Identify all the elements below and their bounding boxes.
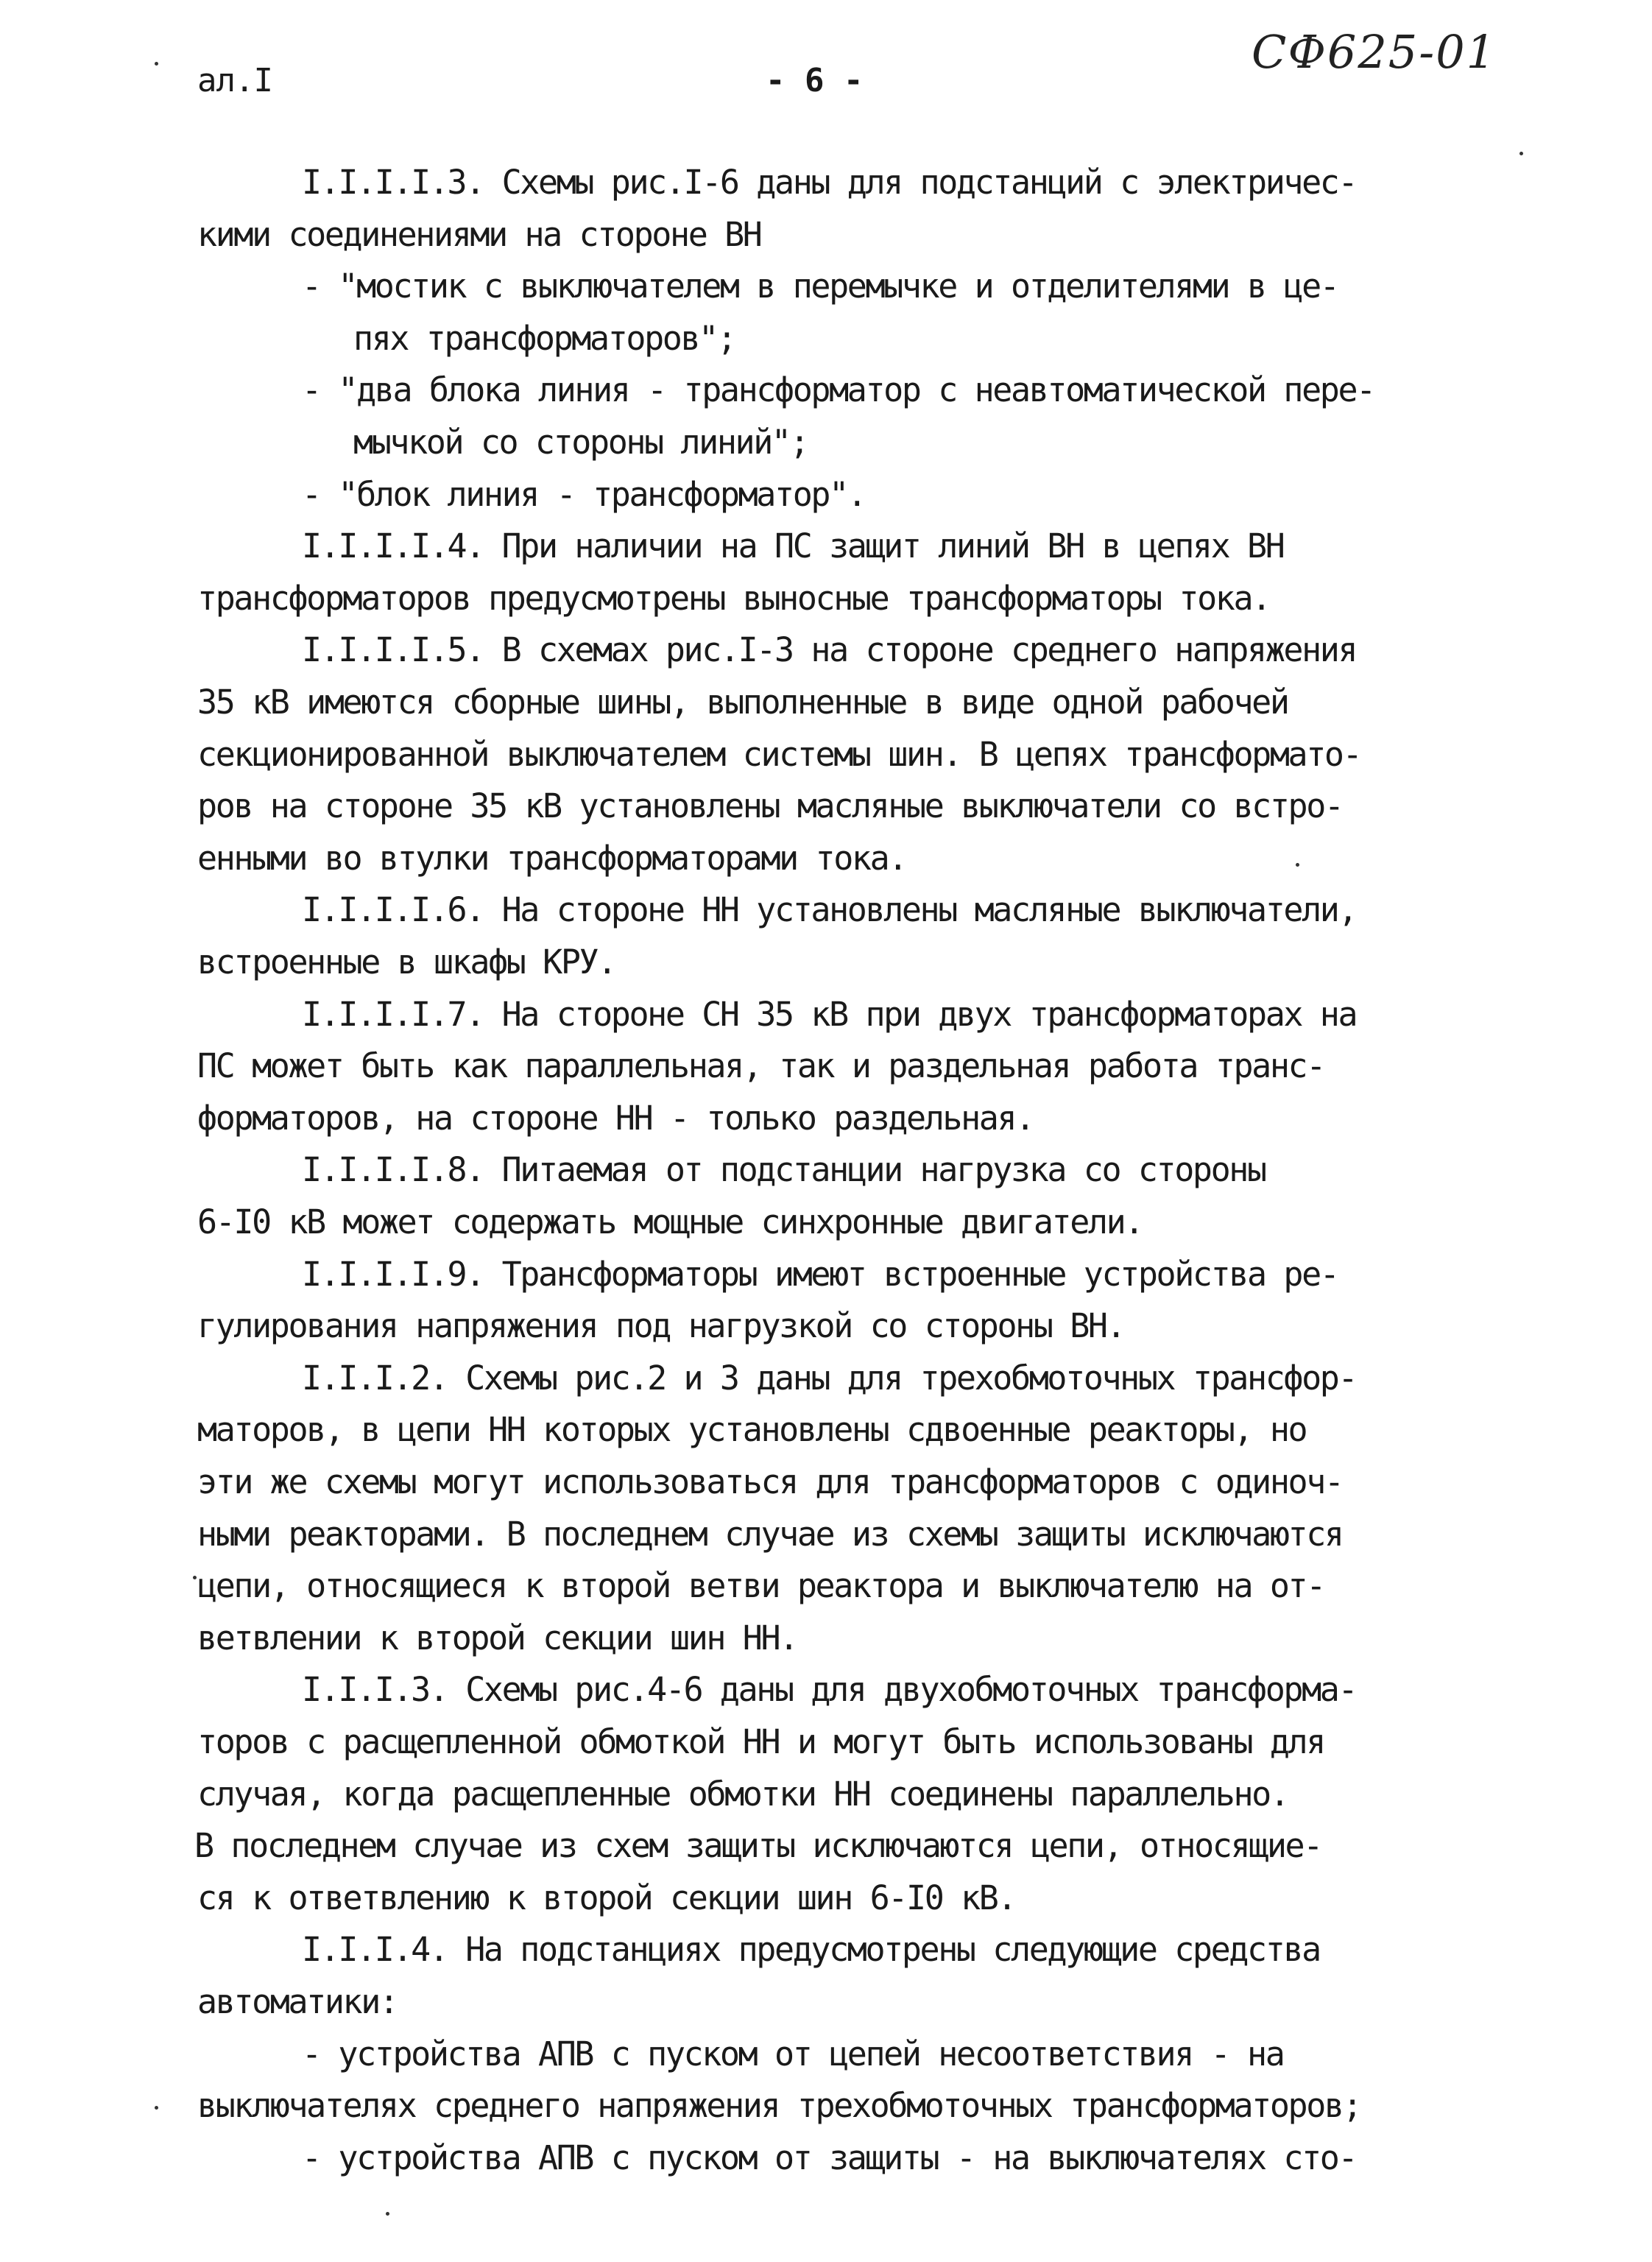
- text-line: ся к ответвлению к второй секции шин 6-I0 кВ.: [197, 1878, 1016, 1917]
- text-line: кими соединениями на стороне ВН: [197, 215, 761, 254]
- text-line: цепи, относящиеся к второй ветви реактора и выключателю на от-: [197, 1566, 1324, 1605]
- text-line: пях трансформаторов";: [353, 319, 735, 358]
- text-line: ПС может быть как параллельная, так и раздельная работа транс-: [197, 1046, 1324, 1085]
- text-line: трансформаторов предусмотрены выносные трансформаторы тока.: [197, 579, 1270, 618]
- text-line: форматоров, на стороне НН - только раздельная.: [197, 1099, 1034, 1138]
- text-line: I.I.I.I.9. Трансформаторы имеют встроенные устройства ре-: [302, 1255, 1338, 1294]
- scan-speck: [193, 1576, 197, 1579]
- text-line: - "блок линия - трансформатор".: [302, 475, 866, 514]
- text-line: I.I.I.4. На подстанциях предусмотрены следующие средства: [302, 1930, 1320, 1969]
- text-line: I.I.I.I.8. Питаемая от подстанции нагрузка со стороны: [302, 1150, 1266, 1189]
- appendix-label: ал.I: [197, 62, 272, 99]
- text-line: I.I.I.I.7. На стороне СН 35 кВ при двух трансформаторах на: [302, 995, 1357, 1034]
- text-line: маторов, в цепи НН которых установлены сдвоенные реакторы, но: [197, 1410, 1307, 1449]
- page-number: - 6 -: [766, 62, 864, 99]
- text-line: 35 кВ имеются сборные шины, выполненные в виде одной рабочей: [197, 683, 1288, 722]
- scan-speck: [1519, 152, 1523, 155]
- text-line: торов с расщепленной обмоткой НН и могут быть использованы для: [197, 1722, 1324, 1761]
- text-line: - устройства АПВ с пуском от цепей несоответствия - на: [302, 2034, 1284, 2074]
- text-line: В последнем случае из схем защиты исключаются цепи, относящие-: [194, 1826, 1321, 1865]
- scan-speck: [386, 2212, 389, 2216]
- text-line: автоматики:: [197, 1982, 398, 2021]
- scan-speck: [155, 2106, 158, 2110]
- text-line: ными реакторами. В последнем случае из схемы защиты исключаются: [197, 1515, 1343, 1554]
- text-line: I.I.I.I.5. В схемах рис.I-3 на стороне среднего напряжения: [302, 630, 1357, 669]
- text-line: енными во втулки трансформаторами тока.: [197, 839, 906, 878]
- text-line: I.I.I.I.6. На стороне НН установлены масляные выключатели,: [302, 890, 1357, 929]
- text-line: секционированной выключателем системы шин. В цепях трансформато-: [197, 735, 1361, 774]
- text-line: - "мостик с выключателем в перемычке и отделителями в це-: [302, 267, 1338, 306]
- text-line: I.I.I.I.4. При наличии на ПС защит линий ВН в цепях ВН: [302, 526, 1284, 566]
- text-line: случая, когда расщепленные обмотки НН соединены параллельно.: [197, 1775, 1288, 1814]
- text-line: 6-I0 кВ может содержать мощные синхронные двигатели.: [197, 1202, 1143, 1241]
- text-line: - "два блока линия - трансформатор с неавтоматической пере-: [302, 370, 1374, 409]
- text-line: - устройства АПВ с пуском от защиты - на выключателях сто-: [302, 2138, 1357, 2177]
- text-line: эти же схемы могут использоваться для трансформаторов с одиноч-: [197, 1462, 1343, 1501]
- text-line: I.I.I.I.3. Схемы рис.I-6 даны для подстанций с электричес-: [302, 163, 1357, 202]
- text-line: гулирования напряжения под нагрузкой со стороны ВН.: [197, 1306, 1125, 1345]
- text-line: ров на стороне 35 кВ установлены масляные выключатели со встро-: [197, 786, 1343, 825]
- text-line: ветвлении к второй секции шин НН.: [197, 1618, 797, 1657]
- text-line: встроенные в шкафы КРУ.: [197, 942, 615, 982]
- archive-code-handwritten: СФ625-01: [1252, 25, 1497, 79]
- text-line: выключателях среднего напряжения трехобмоточных трансформаторов;: [197, 2086, 1361, 2125]
- scan-speck: [155, 62, 158, 66]
- scan-speck: [1296, 863, 1299, 867]
- text-line: I.I.I.2. Схемы рис.2 и 3 даны для трехобмоточных трансфор-: [302, 1359, 1357, 1398]
- text-line: мычкой со стороны линий";: [353, 423, 808, 462]
- text-line: I.I.I.3. Схемы рис.4-6 даны для двухобмоточных трансформа-: [302, 1670, 1357, 1709]
